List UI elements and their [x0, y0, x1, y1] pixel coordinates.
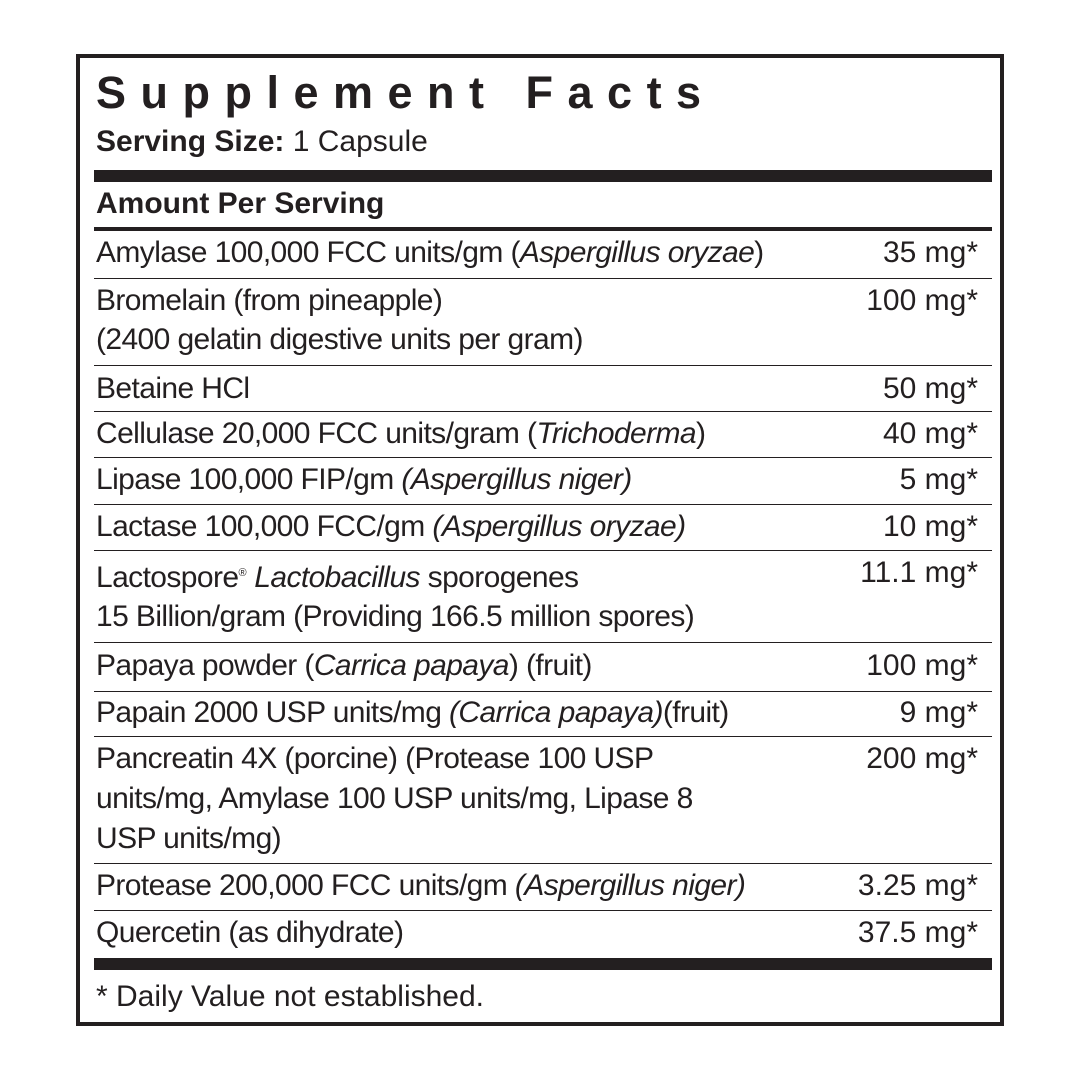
ingredient-amount: 40 mg*	[882, 417, 978, 450]
ingredient-name: Amylase 100,000 FCC units/gm (Aspergillus oryzae)	[96, 236, 764, 269]
thick-divider-bottom	[94, 958, 992, 970]
ingredient-name: Lactase 100,000 FCC/gm (Aspergillus oryzae)	[96, 510, 686, 543]
ingredient-name-line2: 15 Billion/gram (Providing 166.5 million spores)	[96, 600, 695, 633]
ingredient-amount: 3.25 mg*	[857, 869, 978, 902]
serving-size-label: Serving Size:	[96, 125, 285, 158]
ingredient-name: Lactospore® Lactobacillus sporogenes	[96, 561, 579, 594]
registered-mark: ®	[238, 567, 247, 579]
ingredient-name: Protease 200,000 FCC units/gm (Aspergillus niger)	[96, 869, 746, 902]
ingredient-name: Papain 2000 USP units/mg (Carrica papaya)(fruit)	[96, 696, 729, 729]
ingredient-amount: 9 mg*	[899, 696, 978, 729]
ingredient-row	[94, 551, 992, 643]
supplement-facts-panel	[76, 54, 1004, 1026]
ingredient-row	[94, 412, 992, 458]
ingredient-row	[94, 279, 992, 366]
ingredient-row	[94, 864, 992, 911]
ingredient-name: Pancreatin 4X (porcine) (Protease 100 USP	[96, 742, 654, 775]
ingredient-amount: 5 mg*	[899, 463, 978, 496]
thick-divider-top	[94, 170, 992, 182]
ingredient-amount: 100 mg*	[866, 649, 978, 682]
ingredient-name: Cellulase 20,000 FCC units/gram (Trichoderma)	[96, 417, 706, 450]
ingredient-amount: 35 mg*	[882, 236, 978, 269]
ingredient-amount: 37.5 mg*	[857, 916, 978, 949]
ingredient-row	[94, 505, 992, 551]
ingredient-name: Lipase 100,000 FIP/gm (Aspergillus niger)	[96, 463, 632, 496]
ingredient-row	[94, 911, 992, 955]
ingredient-row	[94, 737, 992, 864]
ingredient-name: Papaya powder (Carrica papaya) (fruit)	[96, 649, 592, 682]
ingredient-amount: 100 mg*	[866, 284, 978, 317]
footnote: * Daily Value not established.	[96, 980, 485, 1013]
ingredient-amount: 10 mg*	[882, 510, 978, 543]
ingredient-name: Betaine HCl	[96, 372, 250, 405]
amount-per-serving-header: Amount Per Serving	[96, 187, 385, 220]
ingredient-row	[94, 692, 992, 737]
ingredient-row	[94, 231, 992, 279]
ingredient-name-line2: units/mg, Amylase 100 USP units/mg, Lipase 8	[96, 782, 693, 815]
ingredient-name: Bromelain (from pineapple)	[96, 284, 443, 317]
ingredient-amount: 11.1 mg*	[860, 556, 978, 589]
ingredient-amount: 200 mg*	[866, 742, 978, 775]
ingredient-name-line2: (2400 gelatin digestive units per gram)	[96, 323, 583, 356]
panel-title: Supplement Facts	[96, 67, 716, 118]
ingredient-row	[94, 643, 992, 692]
ingredient-row	[94, 458, 992, 505]
ingredient-list	[94, 231, 992, 955]
serving-size-value: 1 Capsule	[284, 125, 428, 158]
ingredient-name: Quercetin (as dihydrate)	[96, 916, 404, 949]
serving-size	[96, 124, 428, 160]
ingredient-amount: 50 mg*	[882, 372, 978, 405]
ingredient-row	[94, 366, 992, 412]
ingredient-name-line3: USP units/mg)	[96, 822, 282, 855]
